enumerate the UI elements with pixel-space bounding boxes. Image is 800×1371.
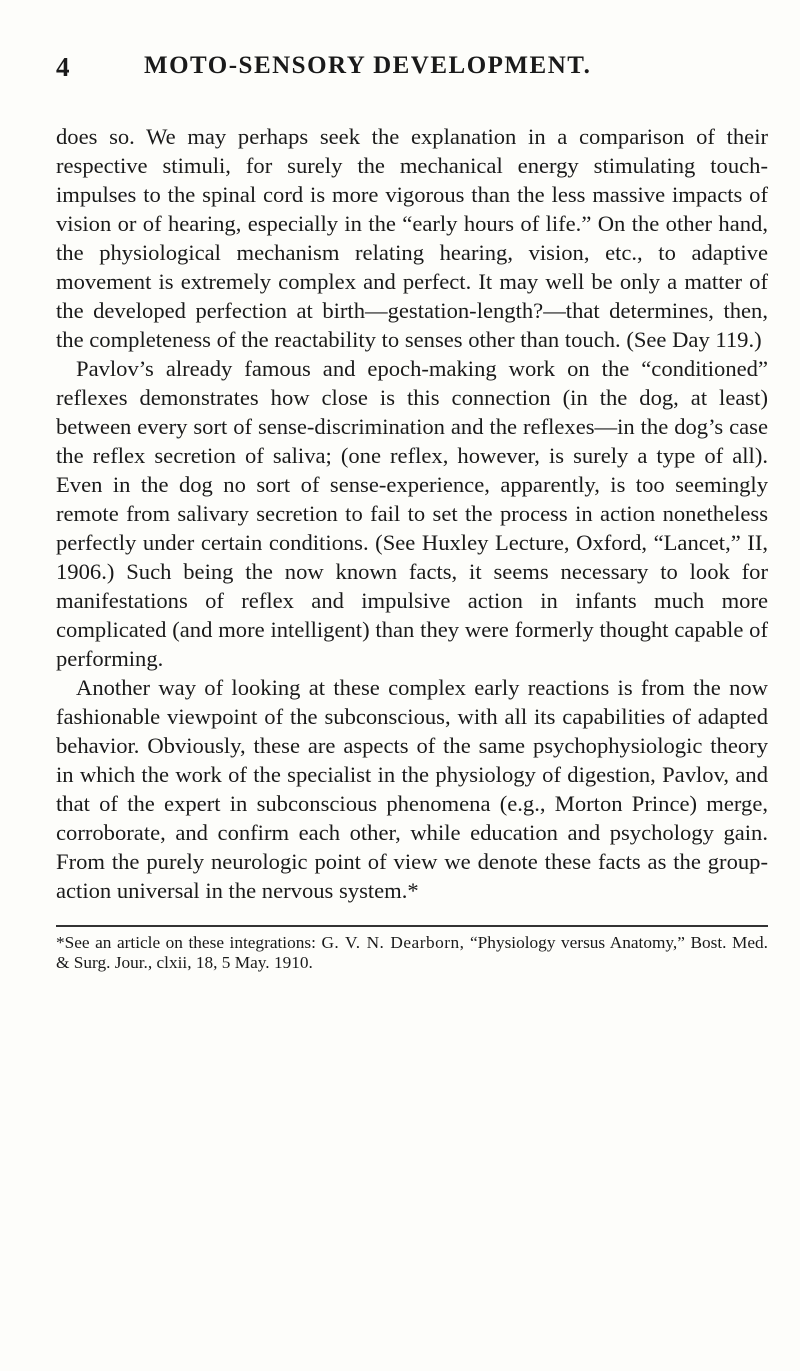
footnote [56, 933, 768, 973]
page-number: 4 [56, 52, 70, 82]
book-page [56, 52, 768, 973]
running-head: MOTO-SENSORY DEVELOPMENT. [144, 52, 592, 79]
footnote-divider [56, 925, 768, 927]
footnote-lead: *See an article on these integrations: [56, 933, 322, 952]
footnote-author: G. V. N. Dearborn, [321, 933, 465, 952]
paragraph-1: does so. We may perhaps seek the explanation in a comparison of their respective stimuli, for surely the mechanical energy stimulating touch-impulses to the spinal cord is more vigorous than the less massive impacts of vision or of hearing, especially in the “early hours of life.” On the other hand, the physiological mechanism relating hearing, vision, etc., to adaptive movement is extremely complex and perfect. It may well be only a matter of the developed perfection at birth—gestation-length?—that determines, then, the completeness of the reactability to senses other than touch. (See Day 119.) [56, 124, 768, 352]
body-text [56, 122, 768, 905]
page-header [56, 52, 768, 122]
paragraph-3: Another way of looking at these complex early reactions is from the now fashionable viewpoint of the subconscious, with all its capabilities of adapted behavior. Obviously, these are aspects of the same psychophysiologic theory in which the work of the specialist in the physiology of digestion, Pavlov, and that of the expert in subconscious phenomena (e.g., Morton Prince) merge, corroborate, and confirm each other, while education and psychology gain. From the purely neurologic point of view we denote these facts as the group-action universal in the nervous system.* [56, 675, 768, 903]
footnote-citation: “Physiology versus Anatomy,” Bost. Med. & Surg. Jour., clxii, 18, 5 May. 1910. [56, 933, 768, 972]
paragraph-2: Pavlov’s already famous and epoch-making work on the “conditioned” reflexes demonstrates how close is this connection (in the dog, at least) between every sort of sense-discrimination and the reflexes—in the dog’s case the reflex secretion of saliva; (one reflex, however, is surely a type of all). Even in the dog no sort of sense-experience, apparently, is too seemingly remote from salivary secretion to fail to set the process in action nonetheless perfectly under certain conditions. (See Huxley Lecture, Oxford, “Lancet,” II, 1906.) Such being the now known facts, it seems necessary to look for manifestations of reflex and impulsive action in infants much more complicated (and more intelligent) than they were formerly thought capable of performing. [56, 356, 768, 671]
